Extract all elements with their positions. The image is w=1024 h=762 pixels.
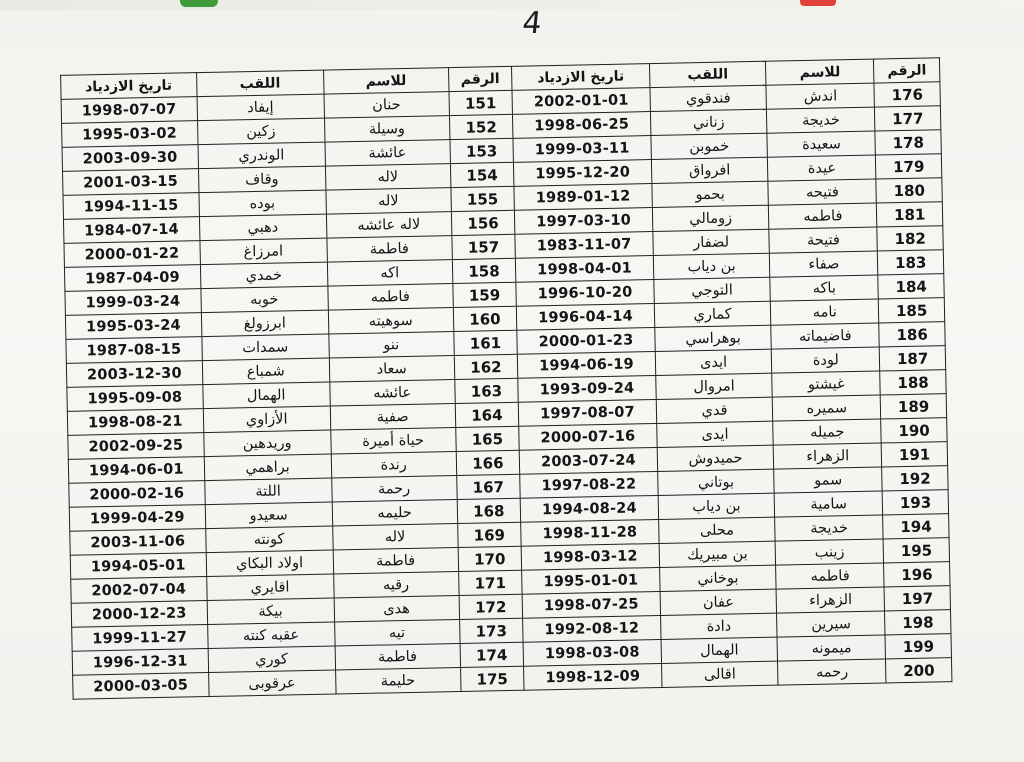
cell-number: 154 (450, 162, 514, 187)
cell-first-name: سميره (773, 395, 881, 421)
cell-number: 159 (452, 282, 516, 307)
cell-first-name: صفية (330, 404, 455, 431)
cell-number: 194 (883, 514, 949, 539)
cell-birth-date: 1987-04-09 (64, 265, 200, 292)
cell-birth-date: 1984-07-14 (63, 217, 199, 244)
cell-surname: عفان (660, 589, 777, 615)
cell-birth-date: 2000-02-16 (69, 481, 205, 508)
cell-first-name: سيرين (777, 611, 885, 637)
cell-number: 192 (882, 466, 948, 491)
cell-number: 189 (881, 394, 947, 419)
cell-birth-date: 2002-01-01 (512, 88, 650, 115)
cell-number: 197 (884, 586, 950, 611)
cell-surname: إيفاد (197, 94, 325, 121)
cell-first-name: ميمونه (777, 635, 885, 661)
cell-surname: ايدى (655, 349, 772, 375)
registry-table (60, 57, 952, 700)
cell-surname: اقالى (661, 661, 778, 687)
cell-first-name: لاله (332, 524, 457, 551)
cell-first-name: سعاد (329, 356, 454, 383)
cell-birth-date: 2003-09-30 (62, 145, 198, 172)
cell-first-name: خديجة (775, 515, 883, 541)
cell-number: 187 (880, 346, 946, 371)
cell-birth-date: 1997-03-10 (515, 208, 653, 235)
cell-number: 174 (460, 642, 524, 667)
cell-number: 186 (879, 322, 945, 347)
cell-birth-date: 1994-08-24 (520, 495, 658, 522)
header-birth-date-1: تاريخ الازدياد (512, 64, 650, 91)
cell-surname: شمباع (202, 358, 330, 385)
cell-surname: بوهراسي (655, 325, 772, 351)
cell-surname: بيكة (207, 598, 335, 625)
cell-birth-date: 1996-04-14 (516, 304, 654, 331)
cell-birth-date: 1997-08-22 (520, 471, 658, 498)
cell-birth-date: 1998-03-08 (523, 639, 661, 666)
cell-surname: بوتاني (658, 469, 775, 495)
header-first-name-1: للاسم (766, 59, 874, 85)
cell-surname: ابرزولغ (201, 310, 329, 337)
cell-birth-date: 1998-06-25 (513, 112, 651, 139)
cell-number: 157 (452, 234, 516, 259)
cell-first-name: لاله (326, 188, 451, 215)
cell-birth-date: 1998-11-28 (521, 519, 659, 546)
cell-surname: امروال (656, 373, 773, 399)
cell-surname: الهمال (661, 637, 778, 663)
cell-surname: كوري (208, 646, 336, 673)
cell-birth-date: 1999-11-27 (72, 625, 208, 652)
cell-birth-date: 2002-07-04 (71, 577, 207, 604)
cell-birth-date: 1994-05-01 (70, 553, 206, 580)
cell-birth-date: 1995-12-20 (514, 160, 652, 187)
cell-first-name: فاطمه (328, 284, 453, 311)
cell-first-name: غيشتو (772, 371, 880, 397)
cell-first-name: لاله عائشه (326, 212, 451, 239)
cell-first-name: عائشة (325, 140, 450, 167)
cell-number: 170 (458, 546, 522, 571)
cell-first-name: حنان (324, 92, 449, 119)
cell-birth-date: 1999-03-24 (65, 289, 201, 316)
cell-surname: دهبي (199, 214, 327, 241)
cell-surname: الأزاوي (203, 406, 331, 433)
cell-surname: ايدى (657, 421, 774, 447)
cell-first-name: اندش (766, 83, 874, 109)
cell-surname: كونته (205, 526, 333, 553)
cell-surname: التوجي (654, 277, 771, 303)
cell-number: 172 (459, 594, 523, 619)
cell-first-name: تيه (334, 619, 459, 646)
page-number: 4 (520, 6, 544, 41)
cell-first-name: صفاء (770, 251, 878, 277)
cell-number: 184 (878, 274, 944, 299)
cell-first-name: لودة (772, 347, 880, 373)
cell-number: 190 (881, 418, 947, 443)
cell-number: 163 (454, 378, 518, 403)
cell-surname: زومالي (652, 205, 769, 231)
cell-surname: خوبه (201, 286, 329, 313)
cell-first-name: اكه (327, 260, 452, 287)
cell-surname: الوندري (198, 142, 326, 169)
cell-birth-date: 1992-08-12 (523, 615, 661, 642)
cell-birth-date: 1983-11-07 (515, 232, 653, 259)
cell-birth-date: 1994-11-15 (63, 193, 199, 220)
cell-surname: عرقوبى (208, 670, 336, 697)
cell-birth-date: 1995-03-02 (62, 121, 198, 148)
cell-number: 169 (457, 522, 521, 547)
cell-birth-date: 1998-07-25 (522, 591, 660, 618)
cell-first-name: جميله (773, 419, 881, 445)
cell-surname: براهمي (204, 454, 332, 481)
cell-surname: بحمو (652, 181, 769, 207)
cell-number: 166 (456, 450, 520, 475)
cell-first-name: فاطمه (769, 203, 877, 229)
cell-first-name: فاطمه (776, 563, 884, 589)
header-number-2: الرقم (448, 66, 512, 91)
cell-first-name: فاطمة (333, 548, 458, 575)
top-edge-strip (0, 0, 1024, 10)
cell-surname: افرواق (651, 157, 768, 183)
cell-number: 176 (874, 82, 940, 107)
cell-birth-date: 1987-08-15 (66, 337, 202, 364)
cell-number: 152 (449, 114, 513, 139)
cell-surname: حميدوش (657, 445, 774, 471)
cell-first-name: رقيه (333, 571, 458, 598)
header-first-name-2: للاسم (323, 68, 448, 95)
cell-surname: زكين (197, 118, 325, 145)
cell-first-name: سامية (774, 491, 882, 517)
cell-first-name: عيدة (768, 155, 876, 181)
cell-number: 182 (877, 226, 943, 251)
cell-birth-date: 1998-12-09 (524, 663, 662, 690)
cell-first-name: رحمه (778, 659, 886, 685)
cell-surname: اللتة (204, 478, 332, 505)
cell-birth-date: 1995-03-24 (65, 313, 201, 340)
cell-number: 161 (453, 330, 517, 355)
cell-surname: محلى (658, 517, 775, 543)
cell-birth-date: 1994-06-19 (517, 352, 655, 379)
cell-surname: اقايري (206, 574, 334, 601)
cell-surname: بن دياب (658, 493, 775, 519)
cell-number: 162 (454, 354, 518, 379)
red-logo-fragment (800, 0, 836, 6)
cell-first-name: حياة أميرة (330, 428, 455, 455)
table-body (61, 82, 952, 700)
cell-first-name: باكه (770, 275, 878, 301)
cell-birth-date: 2003-12-30 (66, 361, 202, 388)
cell-first-name: رحمة (331, 476, 456, 503)
cell-number: 185 (879, 298, 945, 323)
cell-surname: خموبن (651, 133, 768, 159)
cell-first-name: سمو (774, 467, 882, 493)
cell-number: 198 (885, 610, 951, 635)
cell-number: 199 (885, 634, 951, 659)
cell-number: 178 (875, 130, 941, 155)
cell-birth-date: 2003-07-24 (519, 447, 657, 474)
cell-number: 151 (449, 90, 513, 115)
cell-first-name: ننو (329, 332, 454, 359)
cell-birth-date: 2001-03-15 (63, 169, 199, 196)
cell-birth-date: 2000-07-16 (519, 423, 657, 450)
cell-first-name: رندة (331, 452, 456, 479)
cell-first-name: خديجة (767, 107, 875, 133)
cell-surname: خمدي (200, 262, 328, 289)
cell-surname: سعيدو (205, 502, 333, 529)
cell-number: 167 (456, 474, 520, 499)
cell-number: 175 (460, 666, 524, 691)
cell-first-name: سعيدة (767, 131, 875, 157)
cell-surname: وقاف (198, 166, 326, 193)
cell-birth-date: 2000-12-23 (71, 601, 207, 628)
cell-first-name: فاطمة (327, 236, 452, 263)
cell-number: 200 (886, 658, 952, 683)
cell-first-name: نامه (771, 299, 879, 325)
cell-first-name: وسيلة (324, 116, 449, 143)
cell-surname: الهمال (202, 382, 330, 409)
cell-birth-date: 1995-09-08 (67, 385, 203, 412)
cell-first-name: هدى (334, 595, 459, 622)
cell-surname: سمدات (201, 334, 329, 361)
cell-number: 183 (878, 250, 944, 275)
cell-surname: بوده (199, 190, 327, 217)
cell-number: 155 (451, 186, 515, 211)
header-number-1: الرقم (874, 58, 940, 83)
cell-first-name: فاضيماته (771, 323, 879, 349)
cell-number: 179 (876, 154, 942, 179)
cell-number: 164 (455, 402, 519, 427)
cell-number: 180 (876, 178, 942, 203)
cell-surname: زناني (650, 109, 767, 135)
cell-first-name: الزهراء (776, 587, 884, 613)
cell-birth-date: 2000-01-23 (517, 328, 655, 355)
cell-first-name: لاله (325, 164, 450, 191)
cell-number: 158 (452, 258, 516, 283)
cell-number: 181 (877, 202, 943, 227)
cell-surname: عقبه كنته (207, 622, 335, 649)
cell-birth-date: 2003-11-06 (70, 529, 206, 556)
cell-first-name: عائشه (329, 380, 454, 407)
cell-first-name: الزهراء (773, 443, 881, 469)
cell-surname: بن دياب (653, 253, 770, 279)
cell-first-name: سوهيته (328, 308, 453, 335)
cell-number: 191 (881, 442, 947, 467)
header-birth-date-2: تاريخ الازدياد (61, 73, 197, 100)
cell-birth-date: 1994-06-01 (68, 457, 204, 484)
cell-number: 165 (455, 426, 519, 451)
cell-surname: لضفار (653, 229, 770, 255)
cell-birth-date: 1996-12-31 (72, 649, 208, 676)
cell-number: 195 (883, 538, 949, 563)
cell-surname: دادة (660, 613, 777, 639)
cell-surname: امرزاغ (200, 238, 328, 265)
cell-surname: قدي (656, 397, 773, 423)
cell-number: 171 (458, 570, 522, 595)
header-surname-1: اللقب (649, 61, 766, 87)
cell-first-name: حليمة (335, 667, 460, 694)
cell-birth-date: 1989-01-12 (514, 184, 652, 211)
cell-birth-date: 1999-03-11 (513, 136, 651, 163)
cell-birth-date: 1995-01-01 (522, 567, 660, 594)
cell-birth-date: 1993-09-24 (518, 375, 656, 402)
green-logo-fragment (180, 0, 218, 7)
cell-first-name: زينب (775, 539, 883, 565)
cell-first-name: فتيحه (768, 179, 876, 205)
cell-number: 156 (451, 210, 515, 235)
cell-birth-date: 1997-08-07 (518, 399, 656, 426)
cell-number: 153 (450, 138, 514, 163)
cell-number: 173 (459, 618, 523, 643)
cell-number: 188 (880, 370, 946, 395)
cell-number: 160 (453, 306, 517, 331)
cell-birth-date: 2002-09-25 (68, 433, 204, 460)
cell-first-name: فاطمة (335, 643, 460, 670)
cell-first-name: فتيحة (769, 227, 877, 253)
cell-surname: كماري (654, 301, 771, 327)
cell-surname: بن مبيريك (659, 541, 776, 567)
cell-number: 168 (457, 498, 521, 523)
cell-birth-date: 1998-04-01 (516, 256, 654, 283)
cell-birth-date: 2000-03-05 (73, 673, 209, 700)
cell-birth-date: 1998-08-21 (67, 409, 203, 436)
cell-surname: اولاد البكاي (206, 550, 334, 577)
cell-number: 177 (875, 106, 941, 131)
cell-first-name: حليمه (332, 500, 457, 527)
cell-birth-date: 1998-07-07 (61, 97, 197, 124)
cell-surname: فندقوي (650, 85, 767, 111)
cell-surname: وريدهين (203, 430, 331, 457)
cell-birth-date: 1998-03-12 (521, 543, 659, 570)
header-surname-2: اللقب (196, 70, 324, 97)
cell-surname: بوخاني (659, 565, 776, 591)
cell-number: 193 (882, 490, 948, 515)
cell-number: 196 (884, 562, 950, 587)
table-container (60, 57, 952, 695)
cell-birth-date: 1999-04-29 (69, 505, 205, 532)
cell-birth-date: 1996-10-20 (516, 280, 654, 307)
cell-birth-date: 2000-01-22 (64, 241, 200, 268)
